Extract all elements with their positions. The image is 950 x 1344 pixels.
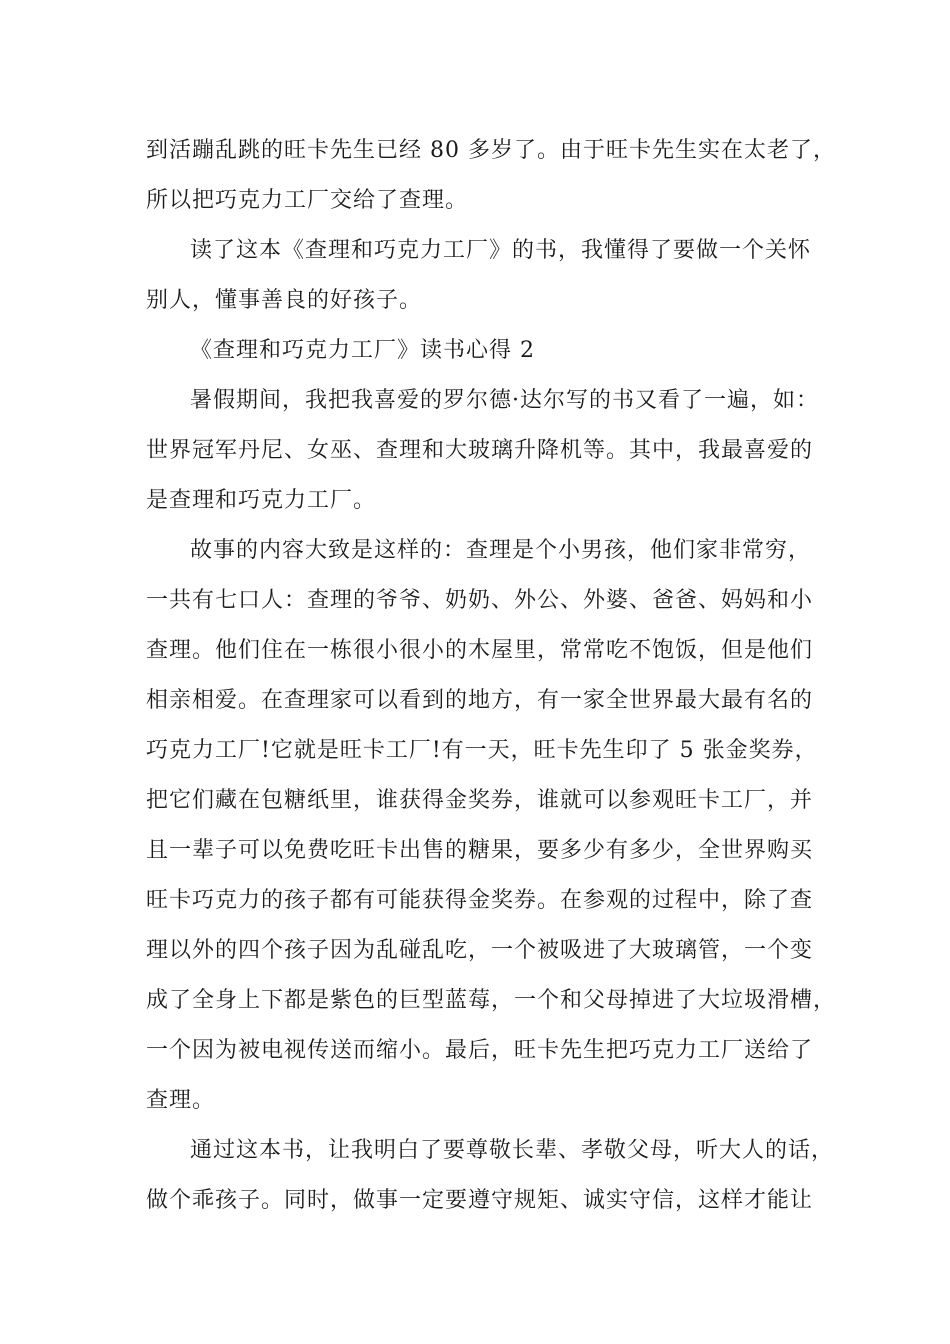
paragraph-first-line: 通过这本书，让我明白了要尊敬长辈、孝敬父母，听大人的话， — [190, 1138, 835, 1163]
text-line: 世界冠军丹尼、女巫、查理和大玻璃升降机等。其中，我最喜爱的 — [146, 438, 814, 463]
text-line: 是查理和巧克力工厂。 — [146, 488, 377, 513]
paragraph-first-line: 故事的内容大致是这样的：查理是个小男孩，他们家非常穷， — [190, 538, 812, 563]
text-line: 查理。他们住在一栋很小很小的木屋里，常常吃不饱饭，但是他们 — [146, 638, 814, 663]
text-line: 相亲相爱。在查理家可以看到的地方，有一家全世界最大最有名的 — [146, 688, 814, 713]
text-line: 查理。 — [146, 1088, 216, 1113]
text-line: 理以外的四个孩子因为乱碰乱吃，一个被吸进了大玻璃管，一个变 — [146, 938, 814, 963]
text-line: 做个乖孩子。同时，做事一定要遵守规矩、诚实守信，这样才能让 — [146, 1188, 814, 1213]
text-line: 一个因为被电视传送而缩小。最后，旺卡先生把巧克力工厂送给了 — [146, 1038, 814, 1063]
text-line: 巧克力工厂!它就是旺卡工厂!有一天，旺卡先生印了 5 张金奖券， — [146, 738, 818, 763]
paragraph-first-line: 暑假期间，我把我喜爱的罗尔德·达尔写的书又看了一遍，如： — [190, 388, 819, 413]
section-heading: 《查理和巧克力工厂》读书心得 2 — [190, 338, 535, 363]
text-line: 成了全身上下都是紫色的巨型蓝莓，一个和父母掉进了大垃圾滑槽， — [146, 988, 837, 1013]
text-line: 且一辈子可以免费吃旺卡出售的糖果，要多少有多少，全世界购买 — [146, 838, 814, 863]
text-line: 旺卡巧克力的孩子都有可能获得金奖券。在参观的过程中，除了查 — [146, 888, 814, 913]
text-line: 一共有七口人：查理的爷爷、奶奶、外公、外婆、爸爸、妈妈和小 — [146, 588, 814, 613]
text-line: 到活蹦乱跳的旺卡先生已经 80 多岁了。由于旺卡先生实在太老了， — [146, 138, 836, 163]
text-line: 所以把巧克力工厂交给了查理。 — [146, 188, 469, 213]
text-line: 别人，懂事善良的好孩子。 — [146, 288, 423, 313]
text-line: 把它们藏在包糖纸里，谁获得金奖券，谁就可以参观旺卡工厂，并 — [146, 788, 814, 813]
paragraph-first-line: 读了这本《查理和巧克力工厂》的书，我懂得了要做一个关怀 — [190, 238, 812, 263]
